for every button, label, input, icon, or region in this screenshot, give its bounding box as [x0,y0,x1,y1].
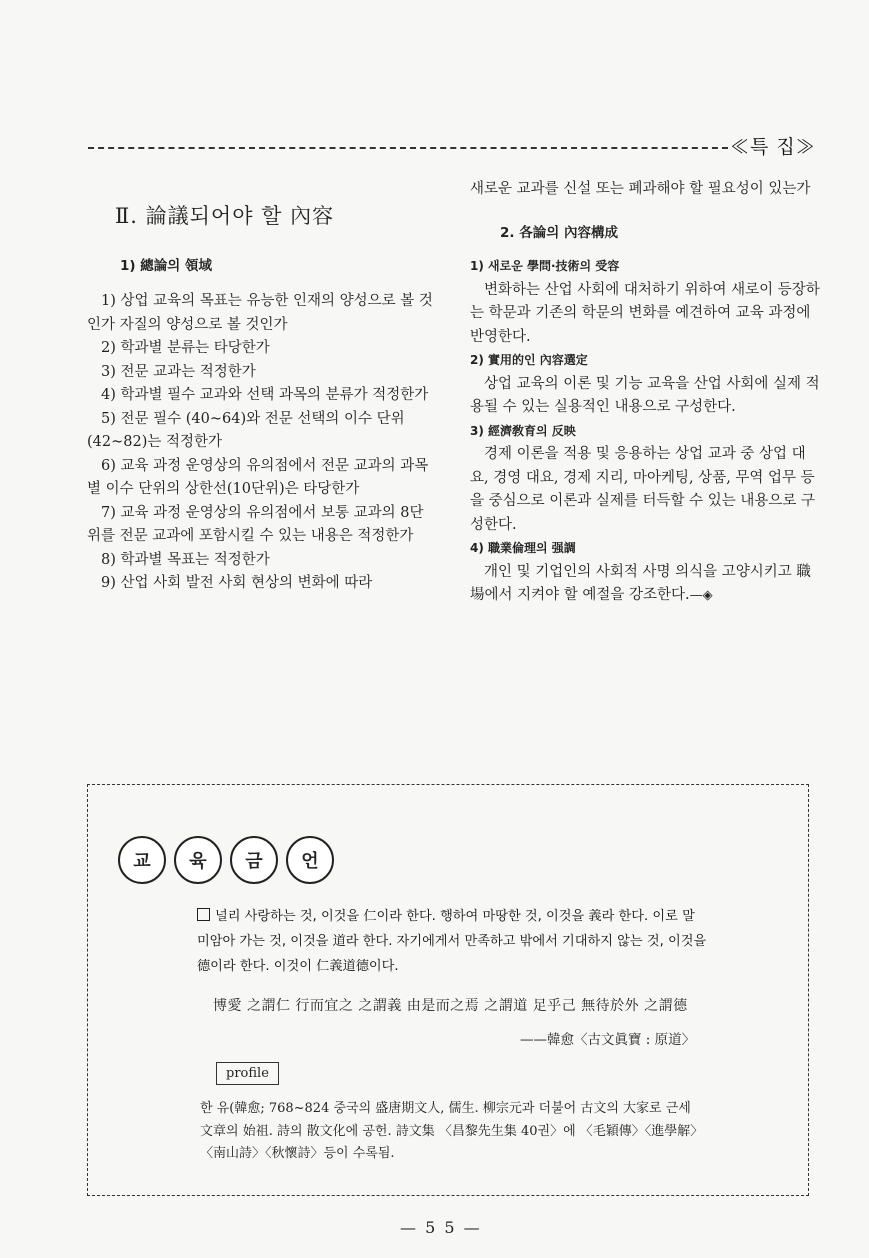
square-bullet-icon [197,908,210,921]
paragraph: 2) 학과별 분류는 타당한가 [101,340,270,356]
title-circle: 금 [230,836,278,884]
item-title: 2) 實用的인 內容選定 [470,353,588,367]
right-column [470,178,822,608]
paragraph: 1) 상업 교육의 목표는 유능한 인재의 양성으로 볼 것인가 자질의 양성으로 볼 것인가 [87,293,433,333]
header-rule [88,147,728,149]
profile-label: profile [216,1062,279,1085]
quote-body: 널리 사랑하는 것, 이것을 仁이라 한다. 행하여 마땅한 것, 이것을 義라 한다. 이로 말미암아 가는 것, 이것을 道라 한다. 자기에게서 만족하고 밖에서 기대하지 않는 것, 이것을 德이라 한다. 이것이 仁義道德이다. [197,909,707,974]
paragraph: 4) 학과별 필수 교과와 선택 과목의 분류가 적정한가 [101,387,429,403]
paragraph: 5) 전문 필수 (40~64)와 전문 선택의 이수 단위 (42~82)는 적정한가 [87,410,405,450]
paragraph: 8) 학과별 목표는 적정한가 [101,551,270,568]
page-number: — 5 5 — [400,1218,482,1237]
title-circle: 교 [118,836,166,884]
item-title: 3) 經濟敎育의 反映 [470,423,576,438]
item-text: 변화하는 산업 사회에 대처하기 위하여 새로이 등장하는 학문과 기존의 학문의 변화를 예견하여 교육 과정에 반영한다. [470,281,820,345]
left-column [87,290,437,596]
title-circle: 언 [286,836,334,884]
title-circles [118,836,334,884]
main-heading: Ⅱ. 論議되어야 할 內容 [115,204,335,228]
title-circle: 육 [174,836,222,884]
item-text-body: 개인 및 기업인의 사회적 사명 의식을 고양시키고 職場에서 지켜야 할 예절을 강조한다. [470,563,811,603]
sub-heading-general: 1) 總論의 領域 [120,258,213,274]
item-text: 상업 교육의 이론 및 기능 교육을 산업 사회에 실제 적용될 수 있는 실용적인 내용으로 구성한다. [470,375,820,415]
quote-source: ——韓愈〈古文眞寶 : 原道〉 [520,1032,696,1048]
section-tag: ≪특 집≫ [730,136,816,158]
profile-text: 한 유(韓愈; 768~824 중국의 盛唐期文人, 儒生. 柳宗元과 더불어 古文의 大家로 근세 文章의 始祖. 詩의 散文化에 공헌. 詩文集 〈昌黎先生集 40권〉에 〈毛穎傳〉〈進學解〉〈南山詩〉〈秋懷詩〉등이 수록됨. [200,1101,704,1161]
item-text [470,561,822,608]
quote-text [197,904,707,979]
paragraph: 6) 교육 과정 운영상의 유의점에서 전문 교과의 과목별 이수 단위의 상한선(10단위)은 타당한가 [87,457,429,497]
item-text: 경제 이론을 적용 및 응용하는 상업 교과 중 상업 대요, 경영 대요, 경제 지리, 마아케팅, 상품, 무역 업무 등을 중심으로 이론과 실제를 터득할 수 있는 내용으로 구성한다. [470,446,816,533]
paragraph: 9) 산업 사회 발전 사회 현상의 변화에 따라 [101,575,373,591]
item-title: 1) 새로운 學問·技術의 受容 [470,259,620,273]
continuation-text: 새로운 교과를 신설 또는 폐과해야 할 필요성이 있는가 [470,181,811,197]
paragraph: 3) 전문 교과는 적정한가 [101,363,256,380]
paragraph: 7) 교육 과정 운영상의 유의점에서 보통 교과의 8단위를 전문 교과에 포함시킬 수 있는 내용은 적정한가 [87,504,424,544]
end-mark-icon: —◈ [689,588,713,603]
hanmun-original: 博愛 之謂仁 行而宜之 之謂義 由是而之焉 之謂道 足乎己 無待於外 之謂德 [213,998,688,1014]
section2-heading: 2. 各論의 內容構成 [500,224,618,241]
item-title: 4) 職業倫理의 强調 [470,541,576,555]
